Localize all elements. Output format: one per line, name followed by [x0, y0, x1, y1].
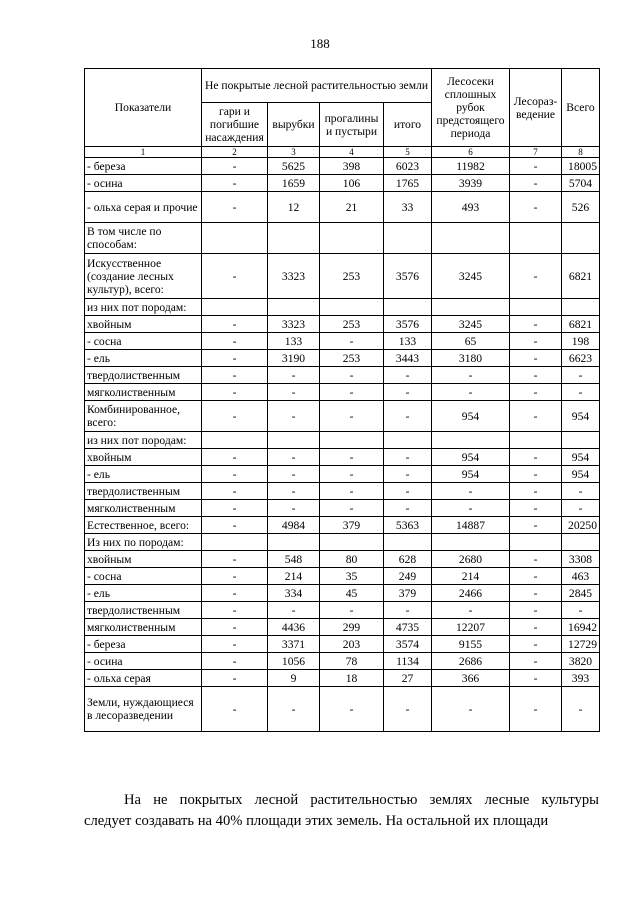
- table-cell: -: [320, 449, 384, 466]
- table-row: [85, 551, 600, 568]
- table-cell: -: [432, 367, 510, 384]
- row-label: - ольха серая: [85, 670, 202, 687]
- table-cell: -: [384, 466, 432, 483]
- col-index: 4: [320, 147, 384, 158]
- table-cell: 1765: [384, 175, 432, 192]
- col-index: 5: [384, 147, 432, 158]
- table-cell: [268, 223, 320, 254]
- table-row: [85, 401, 600, 432]
- table-cell: 3245: [432, 316, 510, 333]
- table-cell: 3245: [432, 254, 510, 299]
- table-cell: 366: [432, 670, 510, 687]
- data-table: [84, 68, 600, 732]
- table-cell: 9: [268, 670, 320, 687]
- table-cell: 954: [432, 449, 510, 466]
- table-cell: -: [510, 483, 562, 500]
- table-cell: -: [202, 316, 268, 333]
- table-cell: 3939: [432, 175, 510, 192]
- table-cell: 21: [320, 192, 384, 223]
- table-row: [85, 350, 600, 367]
- table-cell: 379: [320, 517, 384, 534]
- table-cell: -: [320, 367, 384, 384]
- paragraph-line: На не покрытых лесной растительностью землях лесные культуры: [124, 792, 599, 808]
- table-cell: -: [320, 384, 384, 401]
- table-cell: -: [510, 687, 562, 732]
- table-row: [85, 333, 600, 350]
- table-cell: -: [510, 602, 562, 619]
- row-label: мягколиственным: [85, 500, 202, 517]
- row-label: - осина: [85, 175, 202, 192]
- table-row: [85, 367, 600, 384]
- column-index-row: [85, 147, 600, 158]
- table-cell: 65: [432, 333, 510, 350]
- table-cell: [562, 223, 600, 254]
- table-cell: -: [202, 367, 268, 384]
- table-cell: -: [510, 517, 562, 534]
- table-cell: 954: [562, 401, 600, 432]
- col-index: 6: [432, 147, 510, 158]
- row-label: твердолиственным: [85, 602, 202, 619]
- table-cell: -: [510, 367, 562, 384]
- row-label: - береза: [85, 636, 202, 653]
- row-label: Естественное, всего:: [85, 517, 202, 534]
- table-cell: 106: [320, 175, 384, 192]
- table-row: [85, 432, 600, 449]
- table-cell: -: [562, 367, 600, 384]
- table-cell: [320, 432, 384, 449]
- table-cell: -: [268, 401, 320, 432]
- row-label: мягколиственным: [85, 619, 202, 636]
- table-cell: -: [510, 568, 562, 585]
- table-cell: 2466: [432, 585, 510, 602]
- table-cell: -: [202, 449, 268, 466]
- table-cell: 3308: [562, 551, 600, 568]
- table-cell: -: [384, 384, 432, 401]
- table-cell: -: [510, 175, 562, 192]
- table-cell: -: [320, 602, 384, 619]
- table-cell: 253: [320, 350, 384, 367]
- table-cell: [432, 299, 510, 316]
- table-cell: [268, 299, 320, 316]
- page-number: 188: [310, 36, 330, 51]
- table-row: [85, 384, 600, 401]
- table-cell: 4436: [268, 619, 320, 636]
- table-cell: [510, 432, 562, 449]
- table-cell: 12: [268, 192, 320, 223]
- table-cell: [384, 223, 432, 254]
- table-row: [85, 619, 600, 636]
- table-cell: -: [268, 602, 320, 619]
- table-cell: 18: [320, 670, 384, 687]
- row-label: Искусственное (создание лесных культур), всего:: [85, 254, 202, 299]
- table-cell: 249: [384, 568, 432, 585]
- table-cell: [384, 299, 432, 316]
- table-row: [85, 585, 600, 602]
- table-cell: [432, 223, 510, 254]
- table-cell: 80: [320, 551, 384, 568]
- table-cell: 6821: [562, 254, 600, 299]
- row-label: - береза: [85, 158, 202, 175]
- table-cell: -: [510, 192, 562, 223]
- table-cell: 14887: [432, 517, 510, 534]
- table-cell: 954: [432, 466, 510, 483]
- row-label: Из них по породам:: [85, 534, 202, 551]
- table-cell: -: [202, 517, 268, 534]
- table-cell: -: [510, 585, 562, 602]
- table-cell: 253: [320, 316, 384, 333]
- table-cell: 11982: [432, 158, 510, 175]
- row-label: мягколиственным: [85, 384, 202, 401]
- row-label: - ель: [85, 466, 202, 483]
- row-label: - ольха серая и прочие: [85, 192, 202, 223]
- table-cell: -: [268, 483, 320, 500]
- table-cell: 133: [268, 333, 320, 350]
- table-cell: 4735: [384, 619, 432, 636]
- table-cell: -: [510, 158, 562, 175]
- table-cell: 3443: [384, 350, 432, 367]
- table-row: [85, 192, 600, 223]
- table-cell: 214: [268, 568, 320, 585]
- table-cell: -: [320, 401, 384, 432]
- table-cell: [320, 223, 384, 254]
- header-indicators: Показатели: [85, 69, 202, 147]
- table-cell: -: [202, 350, 268, 367]
- table-cell: 2845: [562, 585, 600, 602]
- table-cell: [510, 534, 562, 551]
- table-cell: [320, 299, 384, 316]
- table-row: [85, 687, 600, 732]
- table-cell: -: [202, 653, 268, 670]
- table-cell: -: [268, 500, 320, 517]
- table-cell: -: [510, 333, 562, 350]
- table-cell: 3576: [384, 316, 432, 333]
- table-cell: 299: [320, 619, 384, 636]
- table-cell: -: [562, 500, 600, 517]
- table-cell: -: [202, 602, 268, 619]
- col-index: 2: [202, 147, 268, 158]
- table-row: [85, 254, 600, 299]
- body-paragraph: [84, 790, 599, 832]
- table-row: [85, 483, 600, 500]
- table-cell: [268, 534, 320, 551]
- table-cell: [320, 534, 384, 551]
- row-label: хвойным: [85, 449, 202, 466]
- table-cell: -: [268, 687, 320, 732]
- header-cuttings: вырубки: [268, 103, 320, 147]
- table-row: [85, 158, 600, 175]
- row-label: хвойным: [85, 316, 202, 333]
- table-cell: 5704: [562, 175, 600, 192]
- table-cell: -: [268, 384, 320, 401]
- table-cell: 2686: [432, 653, 510, 670]
- table-cell: -: [384, 500, 432, 517]
- header-total: итого: [384, 103, 432, 147]
- table-cell: 6623: [562, 350, 600, 367]
- row-label: Земли, нуждающиеся в лесоразведении: [85, 687, 202, 732]
- table-cell: -: [510, 384, 562, 401]
- table-cell: -: [432, 483, 510, 500]
- table-cell: -: [202, 158, 268, 175]
- table-cell: 35: [320, 568, 384, 585]
- table-cell: -: [432, 384, 510, 401]
- table-cell: -: [510, 350, 562, 367]
- table-cell: 393: [562, 670, 600, 687]
- table-cell: 1056: [268, 653, 320, 670]
- table-cell: -: [384, 687, 432, 732]
- table-cell: -: [510, 466, 562, 483]
- table-cell: -: [384, 602, 432, 619]
- table-cell: 27: [384, 670, 432, 687]
- row-label: - сосна: [85, 333, 202, 350]
- row-label: из них пот породам:: [85, 299, 202, 316]
- table-cell: 12207: [432, 619, 510, 636]
- table-cell: -: [510, 636, 562, 653]
- table-cell: 3576: [384, 254, 432, 299]
- table-cell: -: [320, 466, 384, 483]
- table-row: [85, 653, 600, 670]
- table-cell: -: [384, 449, 432, 466]
- table-cell: 198: [562, 333, 600, 350]
- table-cell: -: [202, 500, 268, 517]
- table-cell: -: [320, 333, 384, 350]
- table-row: [85, 316, 600, 333]
- table-cell: 1134: [384, 653, 432, 670]
- table-cell: -: [202, 619, 268, 636]
- table-row: [85, 568, 600, 585]
- table-cell: 463: [562, 568, 600, 585]
- table-row: [85, 500, 600, 517]
- col-index: 7: [510, 147, 562, 158]
- table-cell: 45: [320, 585, 384, 602]
- table-row: [85, 517, 600, 534]
- table-cell: [384, 432, 432, 449]
- table-cell: -: [432, 602, 510, 619]
- table-cell: [268, 432, 320, 449]
- row-label: В том числе по способам:: [85, 223, 202, 254]
- table-cell: [510, 299, 562, 316]
- header-clearcuts: Лесосеки сплошных рубок предстоящего периода: [432, 69, 510, 147]
- table-cell: -: [510, 449, 562, 466]
- table-cell: 398: [320, 158, 384, 175]
- table-cell: 6023: [384, 158, 432, 175]
- table-cell: -: [510, 551, 562, 568]
- table-cell: 16942: [562, 619, 600, 636]
- table-cell: 493: [432, 192, 510, 223]
- table-cell: 954: [562, 449, 600, 466]
- table-cell: -: [268, 449, 320, 466]
- header-reforestation: Лесораз-ведение: [510, 69, 562, 147]
- table-cell: -: [202, 636, 268, 653]
- table-cell: -: [202, 585, 268, 602]
- table-row: [85, 670, 600, 687]
- table-cell: -: [202, 175, 268, 192]
- table-cell: -: [202, 254, 268, 299]
- table-cell: -: [202, 192, 268, 223]
- table-cell: -: [320, 500, 384, 517]
- table-cell: [202, 223, 268, 254]
- table-cell: [562, 299, 600, 316]
- table-cell: -: [202, 466, 268, 483]
- table-cell: 3323: [268, 254, 320, 299]
- table-cell: -: [202, 483, 268, 500]
- table-cell: 3323: [268, 316, 320, 333]
- table-cell: -: [202, 384, 268, 401]
- table-row: [85, 299, 600, 316]
- header-not-covered-group: Не покрытые лесной растительностью земли: [202, 69, 432, 103]
- table-row: [85, 602, 600, 619]
- table-cell: -: [202, 551, 268, 568]
- table-row: [85, 466, 600, 483]
- row-label: - ель: [85, 350, 202, 367]
- col-index: 8: [562, 147, 600, 158]
- header-all: Всего: [562, 69, 600, 147]
- table-cell: -: [510, 653, 562, 670]
- table-row: [85, 223, 600, 254]
- table-body: [85, 158, 600, 732]
- table-row: [85, 449, 600, 466]
- table-cell: 253: [320, 254, 384, 299]
- table-cell: [384, 534, 432, 551]
- table-cell: 78: [320, 653, 384, 670]
- table-cell: -: [384, 401, 432, 432]
- table-cell: [202, 432, 268, 449]
- table-cell: -: [510, 500, 562, 517]
- row-label: - сосна: [85, 568, 202, 585]
- row-label: твердолиственным: [85, 367, 202, 384]
- table-cell: 3820: [562, 653, 600, 670]
- table-cell: -: [432, 500, 510, 517]
- table-cell: 3574: [384, 636, 432, 653]
- table-cell: 4984: [268, 517, 320, 534]
- table-cell: -: [202, 401, 268, 432]
- table-row: [85, 175, 600, 192]
- table-cell: -: [202, 687, 268, 732]
- table-cell: -: [202, 670, 268, 687]
- table-row: [85, 636, 600, 653]
- table-cell: [562, 432, 600, 449]
- table-cell: 6821: [562, 316, 600, 333]
- table-cell: 628: [384, 551, 432, 568]
- table-cell: [510, 223, 562, 254]
- table-cell: 5625: [268, 158, 320, 175]
- row-label: - осина: [85, 653, 202, 670]
- table-cell: 954: [432, 401, 510, 432]
- header-burns: гари и погибшие насаждения: [202, 103, 268, 147]
- table-cell: -: [510, 619, 562, 636]
- table-cell: -: [384, 483, 432, 500]
- table-cell: 548: [268, 551, 320, 568]
- table-cell: -: [562, 483, 600, 500]
- row-label: хвойным: [85, 551, 202, 568]
- table-cell: 526: [562, 192, 600, 223]
- col-index: 3: [268, 147, 320, 158]
- table-cell: -: [562, 687, 600, 732]
- table-cell: [432, 432, 510, 449]
- table-cell: 3371: [268, 636, 320, 653]
- table-cell: -: [510, 670, 562, 687]
- table-cell: 9155: [432, 636, 510, 653]
- table-cell: [562, 534, 600, 551]
- table-cell: 1659: [268, 175, 320, 192]
- table-cell: -: [202, 333, 268, 350]
- row-label: Комбинированное, всего:: [85, 401, 202, 432]
- table-cell: 3180: [432, 350, 510, 367]
- table-cell: 334: [268, 585, 320, 602]
- paragraph-line: следует создавать на 40% площади этих земель. На остальной их площади: [84, 813, 549, 829]
- table-cell: -: [384, 367, 432, 384]
- table-cell: 133: [384, 333, 432, 350]
- table-cell: -: [320, 687, 384, 732]
- table-cell: 33: [384, 192, 432, 223]
- table-cell: 3190: [268, 350, 320, 367]
- table-cell: 214: [432, 568, 510, 585]
- table-cell: -: [432, 687, 510, 732]
- table-cell: 18005: [562, 158, 600, 175]
- row-label: твердолиственным: [85, 483, 202, 500]
- table-row: [85, 534, 600, 551]
- table-cell: -: [562, 602, 600, 619]
- col-index: 1: [85, 147, 202, 158]
- table-cell: [202, 534, 268, 551]
- table-cell: -: [202, 568, 268, 585]
- row-label: - ель: [85, 585, 202, 602]
- table-cell: 379: [384, 585, 432, 602]
- table-cell: [202, 299, 268, 316]
- table-cell: 954: [562, 466, 600, 483]
- table-cell: -: [268, 367, 320, 384]
- table-cell: 12729: [562, 636, 600, 653]
- table-cell: 2680: [432, 551, 510, 568]
- header-glades: прогалины и пустыри: [320, 103, 384, 147]
- table-cell: 5363: [384, 517, 432, 534]
- table-cell: -: [562, 384, 600, 401]
- table-cell: [432, 534, 510, 551]
- table-cell: -: [268, 466, 320, 483]
- table-cell: -: [320, 483, 384, 500]
- table-cell: -: [510, 316, 562, 333]
- table-cell: -: [510, 401, 562, 432]
- table-cell: 20250: [562, 517, 600, 534]
- row-label: из них пот породам:: [85, 432, 202, 449]
- table-cell: -: [510, 254, 562, 299]
- table-cell: 203: [320, 636, 384, 653]
